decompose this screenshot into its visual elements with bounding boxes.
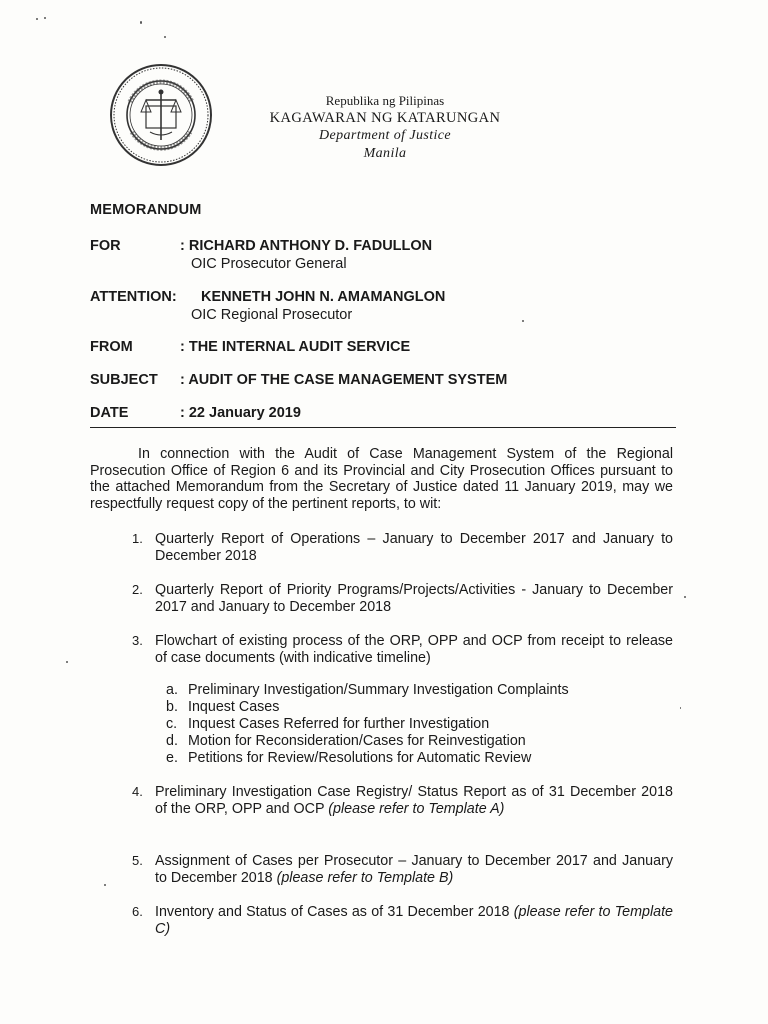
for-label: FOR [90,238,121,254]
scan-speck [104,884,106,886]
date-value: : 22 January 2019 [180,405,301,421]
scan-speck [66,661,68,663]
list-item-text: Assignment of Cases per Prosecutor – January to December 2017 and January to December 2018 (please refer to Template B) [155,853,673,886]
list-item-number: 1. [132,531,143,546]
for-name: : RICHARD ANTHONY D. FADULLON [180,238,433,254]
sub-list [166,682,626,767]
scan-speck [522,320,524,322]
list-item-text: Inventory and Status of Cases as of 31 December 2018 (please refer to Template C) [155,904,673,937]
scan-speck [680,707,681,709]
list-item-text: Preliminary Investigation Case Registry/ Status Report as of 31 December 2018 of the ORP, OPP and OCP (please refer to Template A) [155,784,673,817]
memo-title: MEMORANDUM [90,202,202,218]
sub-list-text: Preliminary Investigation/Summary Investigation Complaints [188,682,569,698]
scan-speck [36,18,38,20]
list-item-text: Quarterly Report of Priority Programs/Projects/Activities - January to December 2017 and January to December 2018 [155,582,673,615]
city-line: Manila [363,146,407,161]
sub-list-letter: d. [166,733,178,749]
sub-list-letter: a. [166,682,178,698]
department-english: Department of Justice [318,128,452,143]
republic-line: Republika ng Pilipinas [325,93,445,108]
sub-list-item [166,733,626,750]
sub-list-letter: c. [166,716,178,732]
sub-list-item [166,699,626,716]
sub-list-text: Petitions for Review/Resolutions for Automatic Review [188,750,532,766]
letterhead [250,92,520,163]
sub-list-letter: b. [166,699,178,715]
list-item-text: Flowchart of existing process of the ORP, OPP and OCP from receipt to release of case documents (with indicative timeline) [155,633,673,666]
list-item-number: 4. [132,784,143,799]
attention-position: OIC Regional Prosecutor [191,307,353,323]
attention-label: ATTENTION: [90,289,177,305]
list-item-text: Quarterly Report of Operations – January to December 2017 and January to December 2018 [155,531,673,564]
sub-list-item [166,716,626,733]
sub-list-letter: e. [166,750,178,766]
sub-list-text: Inquest Cases [188,699,280,715]
scan-speck [164,36,166,38]
scan-speck [684,596,686,598]
subject-label: SUBJECT [90,372,158,388]
list-item-number: 3. [132,633,143,648]
department-filipino: KAGAWARAN NG KATARUNGAN [269,110,501,126]
sub-list-item [166,750,626,767]
sub-list-text: Motion for Reconsideration/Cases for Reinvestigation [188,733,526,749]
header-divider [90,427,676,428]
date-label: DATE [90,405,129,421]
list-item-number: 2. [132,582,143,597]
list-item-number: 5. [132,853,143,868]
scan-speck [140,21,142,24]
attention-name: KENNETH JOHN N. AMAMANGLON [201,289,446,305]
subject-value: : AUDIT OF THE CASE MANAGEMENT SYSTEM [180,372,508,388]
sub-list-item [166,682,626,699]
sub-list-text: Inquest Cases Referred for further Investigation [188,716,490,732]
scan-speck [44,17,46,19]
from-value: : THE INTERNAL AUDIT SERVICE [180,339,411,355]
doj-seal-icon [108,62,214,168]
list-item-number: 6. [132,904,143,919]
intro-paragraph: In connection with the Audit of Case Management System of the Regional Prosecution Office of Region 6 and its Provincial and City Prosecution Offices pursuant to the attached Memorandum from the Secretary of Justice dated 11 January 2019, may we respectfully request copy of the pertinent reports, to wit: [90,446,673,512]
from-label: FROM [90,339,133,355]
for-position: OIC Prosecutor General [191,256,347,272]
